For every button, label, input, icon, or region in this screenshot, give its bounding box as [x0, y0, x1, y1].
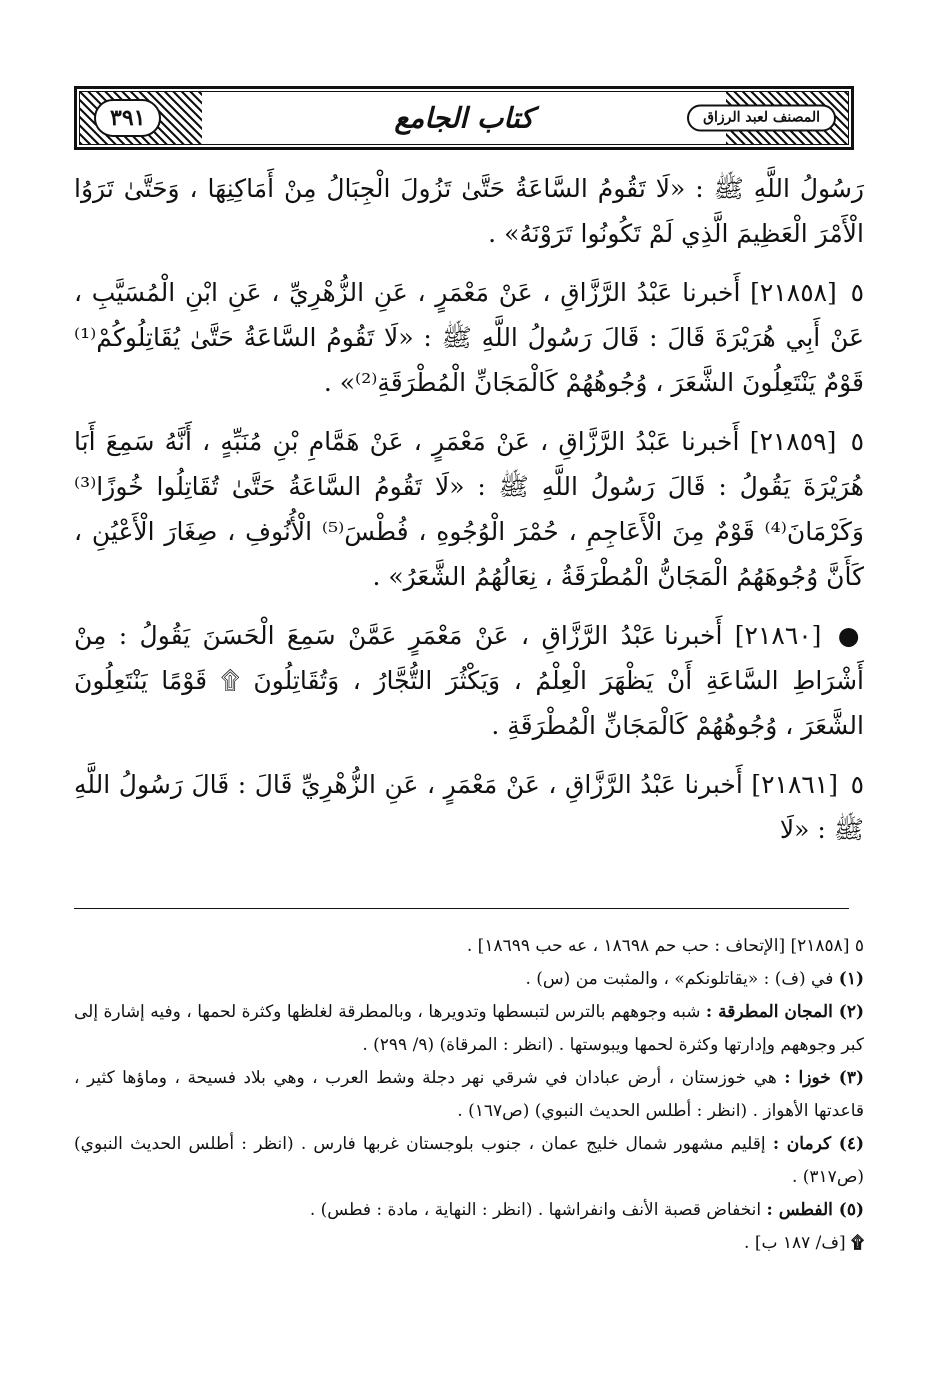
- hadith-text: أَخبرنا عَبْدُ الرَّزَّاقِ ، عَنْ مَعْمَرٍ ، عَنِ الزُّهْرِيِّ ، عَنِ ابْنِ الْمُسَيَّبِ ، عَنْ أَبِي هُرَيْرَةَ قَالَ : قَالَ رَسُولُ اللَّهِ ﷺ : «لَا تَقُومُ السَّاعَةُ حَتَّىٰ يُقَاتِلُوكُمْ⁽¹⁾ قَوْمٌ يَنْتَعِلُونَ الشَّعَرَ ، وُجُوهُهُمْ كَالْمَجَانِّ الْمُطْرَقَةِ⁽²⁾» .: [74, 278, 864, 397]
- footnote-label: (١): [838, 969, 864, 989]
- hadith-text: أَخبرنا عَبْدُ الرَّزَّاقِ ، عَنْ مَعْمَرٍ ، عَنِ الزُّهْرِيِّ قَالَ : قَالَ رَسُولُ اللَّهِ ﷺ : «لَا: [74, 770, 864, 844]
- main-text: [74, 166, 864, 866]
- hadith-number: [٢١٨٦١]: [751, 770, 838, 799]
- emblem-text: المصنف لعبد الرزاق: [687, 105, 836, 132]
- footnote-text: إقليم مشهور شمال خليج عمان ، جنوب بلوجستان غربها فارس . (انظر : أطلس الحديث النبوي) (ص٣١٧) .: [74, 1134, 864, 1187]
- hadith-21858: [74, 270, 864, 405]
- hadith-text: أَخبرنا عَبْدُ الرَّزَّاقِ ، عَنْ مَعْمَرٍ ، عَنْ هَمَّامِ بْنِ مُنَبِّهٍ ، أَنَّهُ سَمِعَ أَبَا هُرَيْرَةَ يَقُولُ : قَالَ رَسُولُ اللَّهِ ﷺ : «لَا تَقُومُ السَّاعَةُ حَتَّىٰ تُقَاتِلُوا خُوزًا⁽³⁾ وَكَرْمَانَ⁽⁴⁾ قَوْمٌ مِنَ الْأَعَاجِمِ ، حُمْرَ الْوُجُوهِ ، فُطْسَ⁽⁵⁾ الْأُنُوفِ ، صِغَارَ الْأَعْيُنِ ، كَأَنَّ وُجُوهَهُمُ الْمَجَانُّ الْمُطْرَقَةُ ، نِعَالُهُمُ الشَّعَرُ» .: [74, 427, 864, 591]
- footnote-text: ٥ [٢١٨٥٨] [الإتحاف : حب حم ١٨٦٩٨ ، عه حب ١٨٦٩٩] .: [466, 936, 864, 956]
- hadith-number: [٢١٨٦٠]: [734, 621, 822, 650]
- hadith-number: [٢١٨٥٨]: [750, 278, 837, 307]
- footnote-text: هي خوزستان ، أرض عبادان في شرقي نهر دجلة وشط العرب ، وهي بلاد فسيحة ، وماؤها كثير ، قاعدتها الأهواز . (انظر : أطلس الحديث النبوي) (ص١٦٧) .: [74, 1068, 864, 1121]
- hadith-mark: ●: [837, 621, 864, 650]
- hadith-mark: ٥: [850, 427, 865, 456]
- paragraph-continuation: [74, 166, 864, 256]
- page-header: [74, 86, 854, 150]
- hadith-text: أَخبرنا عَبْدُ الرَّزَّاقِ ، عَنْ مَعْمَرٍ عَمَّنْ سَمِعَ الْحَسَنَ يَقُولُ : مِنْ أَشْرَاطِ السَّاعَةِ أَنْ يَظْهَرَ الْعِلْمُ ، وَيَكْثُرَ التُّجَّارُ ، وَتُقَاتِلُونَ ۩ قَوْمًا يَنْتَعِلُونَ الشَّعَرَ ، وُجُوهُهُمْ كَالْمَجَانِّ الْمُطْرَقَةِ .: [74, 621, 864, 740]
- footnote-4: [74, 1128, 864, 1194]
- footnote-text: في (ف) : «يقاتلونكم» ، والمثبت من (س) .: [525, 969, 834, 989]
- hadith-21861: [74, 762, 864, 852]
- hadith-21859: [74, 419, 864, 599]
- footnote-3: [74, 1062, 864, 1128]
- footnote-label: (٣) خوزا :: [784, 1068, 864, 1088]
- hadith-21860: [74, 613, 864, 748]
- hadith-mark: ٥: [850, 278, 864, 307]
- footnote-label: (٢) المجان المطرقة :: [705, 1002, 864, 1022]
- paragraph-text: رَسُولُ اللَّهِ ﷺ : «لَا تَقُومُ السَّاعَةُ حَتَّىٰ تَزُولَ الْجِبَالُ مِنْ أَمَاكِنِهَا ، وَحَتَّىٰ تَرَوُا الْأَمْرَ الْعَظِيمَ الَّذِي لَمْ تَكُونُوا تَرَوْنَهُ» .: [74, 174, 864, 248]
- page-number: ٣٩١: [94, 99, 161, 137]
- running-title: كتاب الجامع: [394, 101, 534, 135]
- footnote-label: (٤) كرمان :: [772, 1134, 865, 1154]
- footnote-text: شبه وجوههم بالترس لتبسطها وتدويرها ، وبالمطرقة لغلظها وكثرة لحمها ، وفيه إشارة إلى كبر وجوههم وإدارتها وكثرة لحمها ويبوستها . (انظر : المرقاة) (٩/ ٢٩٩) .: [74, 1002, 864, 1055]
- footnote-divider: [74, 908, 849, 909]
- footnote-5: [74, 1194, 864, 1227]
- footnote-label: (٥) الفطس :: [766, 1200, 864, 1220]
- emblem-box: [703, 92, 848, 144]
- footnote-2: [74, 996, 864, 1062]
- folio-note: [74, 1227, 864, 1260]
- hadith-number: [٢١٨٥٩]: [749, 427, 837, 456]
- footnote-reference: [74, 930, 864, 963]
- footnote-text: [ف/ ١٨٧ ب] .: [744, 1233, 846, 1253]
- footnote-label: ۩: [851, 1233, 864, 1253]
- footnote-1: [74, 963, 864, 996]
- hadith-mark: ٥: [850, 770, 864, 799]
- page-number-box: [80, 92, 202, 144]
- footnote-text: انخفاض قصبة الأنف وانفراشها . (انظر : النهاية ، مادة : فطس) .: [309, 1200, 762, 1220]
- footnotes: [74, 930, 864, 1260]
